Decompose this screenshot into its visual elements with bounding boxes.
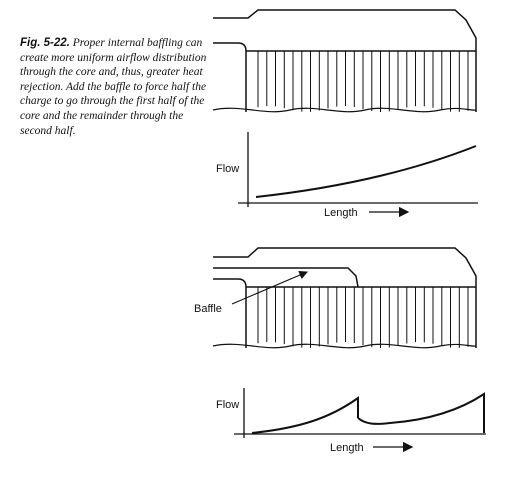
bottom-graph-flow-curve-second-half — [358, 394, 484, 433]
bottom-core-tubes — [258, 287, 468, 348]
bottom-tank-outline — [213, 248, 476, 348]
bottom-graph-flow-curve-first-half — [252, 398, 358, 433]
bottom-radiator — [213, 248, 476, 348]
top-core-tubes — [258, 51, 468, 112]
caption-text: Proper internal baffling can create more uniform airflow distribution through the core and, thus, greater heat rejection. Add the baffle to force half the charge to go through the first half of the core and the remainder through the second half. — [20, 37, 207, 137]
baffle-leader-arrow — [232, 272, 307, 304]
top-graph-y-label: Flow — [216, 163, 240, 175]
top-graph — [216, 132, 478, 219]
top-inlet-pipe — [213, 43, 246, 112]
top-tank-outline — [213, 10, 476, 112]
top-core-bottom — [213, 108, 476, 111]
bottom-graph — [216, 388, 486, 454]
baffle-callout — [194, 272, 307, 315]
figure-number: Fig. 5-22. — [20, 37, 70, 49]
top-graph-flow-curve — [256, 146, 476, 197]
bottom-core-bottom — [213, 344, 476, 347]
baffle — [213, 268, 358, 287]
top-graph-x-label: Length — [324, 207, 358, 219]
baffle-label: Baffle — [194, 303, 222, 315]
bottom-graph-y-label: Flow — [216, 399, 240, 411]
top-radiator — [213, 10, 476, 112]
bottom-graph-x-label: Length — [330, 442, 364, 454]
